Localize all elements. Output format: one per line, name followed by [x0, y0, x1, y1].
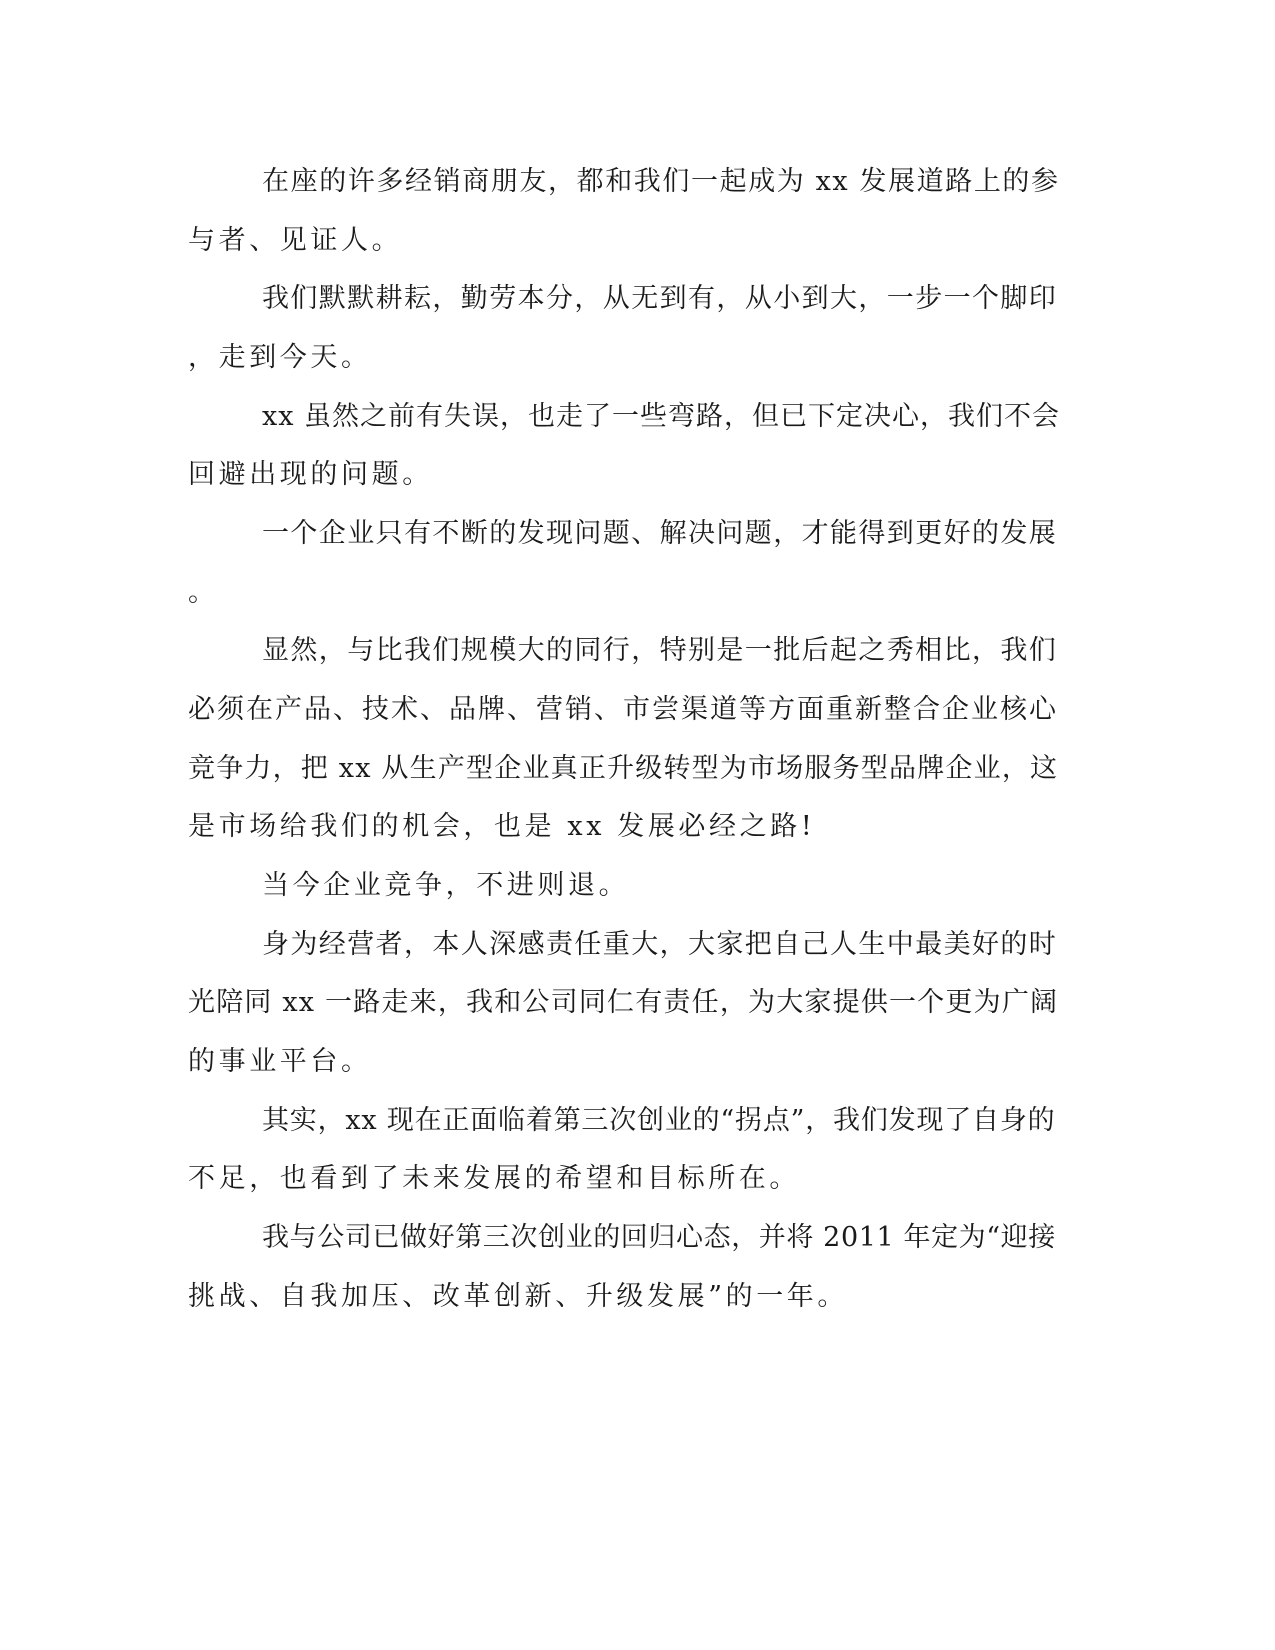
text-line: 我们默默耕耘，勤劳本分，从无到有，从小到大，一步一个脚印	[262, 283, 1058, 314]
text-line: 身为经营者，本人深感责任重大，大家把自己人生中最美好的时	[262, 929, 1058, 960]
text-line: xx 虽然之前有失误，也走了一些弯路，但已下定决心，我们不会	[262, 401, 1061, 432]
text-line: 一个企业只有不断的发现问题、解决问题，才能得到更好的发展	[262, 518, 1058, 549]
text-line: ，走到今天。	[188, 342, 372, 373]
text-line: 在座的许多经销商朋友，都和我们一起成为 xx 发展道路上的参	[262, 166, 1060, 197]
text-line: 挑战、自我加压、改革创新、升级发展”的一年。	[188, 1281, 849, 1312]
text-line: 当今企业竞争，不进则退。	[262, 870, 630, 901]
text-line: 光陪同 xx 一路走来，我和公司同仁有责任，为大家提供一个更为广阔	[188, 987, 1059, 1018]
text-line: 其实，xx 现在正面临着第三次创业的“拐点”，我们发现了自身的	[262, 1105, 1056, 1136]
text-line: 与者、见证人。	[188, 225, 403, 256]
text-line: 必须在产品、技术、品牌、营销、市尝渠道等方面重新整合企业核心	[188, 694, 1058, 725]
text-line: 显然，与比我们规模大的同行，特别是一批后起之秀相比，我们	[262, 635, 1058, 666]
text-line: 的事业平台。	[188, 1046, 372, 1077]
text-line: 我与公司已做好第三次创业的回归心态，并将 2011 年定为“迎接	[262, 1222, 1056, 1253]
text-line: 。	[188, 577, 219, 608]
text-line: 竞争力，把 xx 从生产型企业真正升级转型为市场服务型品牌企业，这	[188, 753, 1059, 784]
text-line: 是市场给我们的机会，也是 xx 发展必经之路!	[188, 811, 816, 842]
text-line: 不足，也看到了未来发展的希望和目标所在。	[188, 1163, 800, 1194]
text-line: 回避出现的问题。	[188, 459, 433, 490]
